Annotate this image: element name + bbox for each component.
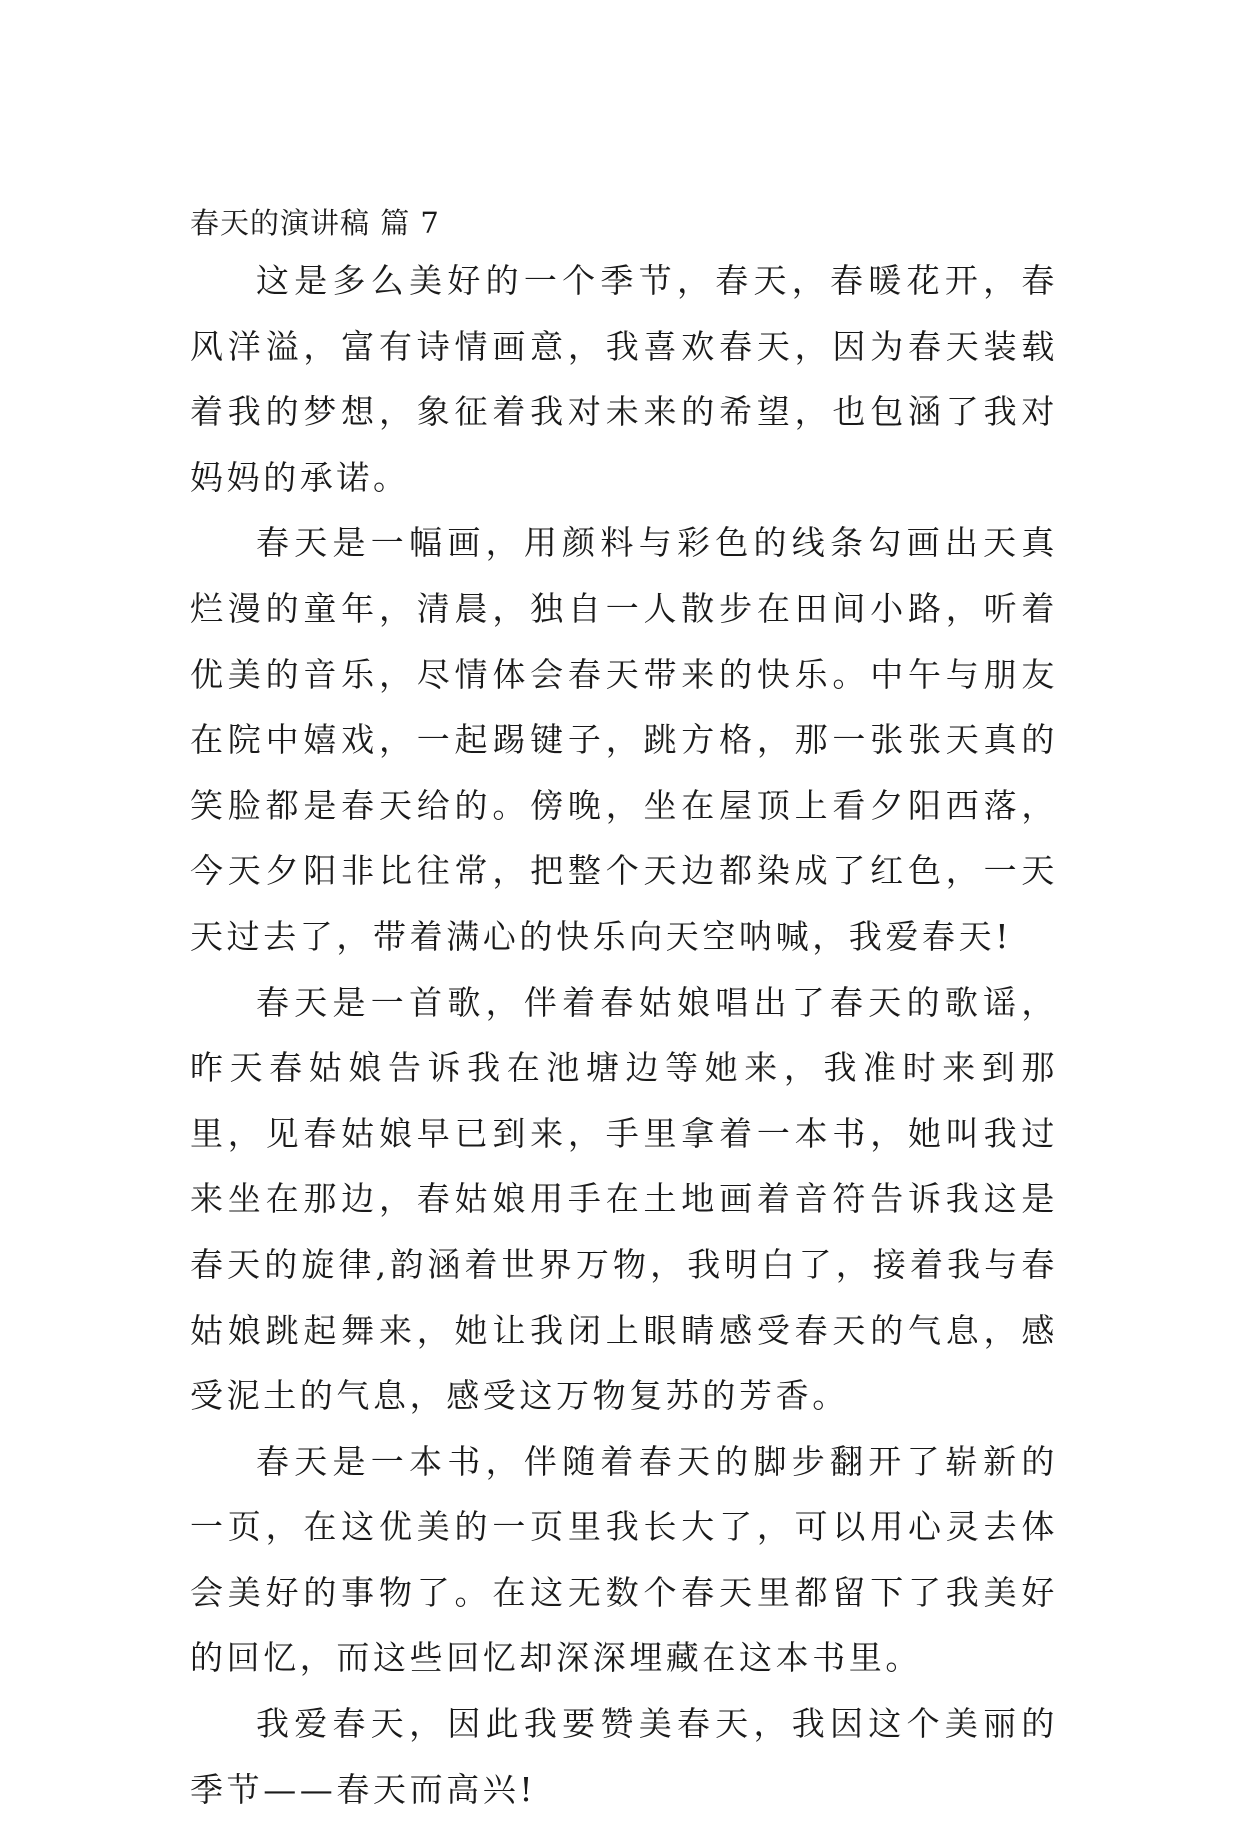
document-body [190,198,1058,1822]
paragraph-1: 这是多么美好的一个季节，春天，春暖花开，春风洋溢，富有诗情画意，我喜欢春天，因为春天装载着我的梦想，象征着我对未来的希望，也包涵了我对妈妈的承诺。 [190,261,1058,497]
paragraph-5: 我爱春天，因此我要赞美春天，我因这个美丽的季节——春天而高兴! [190,1704,1058,1809]
paragraph-2: 春天是一幅画，用颜料与彩色的线条勾画出天真烂漫的童年，清晨，独自一人散步在田间小路，听着优美的音乐，尽情体会春天带来的快乐。中午与朋友在院中嬉戏，一起踢键子，跳方格，那一张张天真的笑脸都是春天给的。傍晚，坐在屋顶上看夕阳西落，今天夕阳非比往常，把整个天边都染成了红色，一天天过去了，带着满心的快乐向天空呐喊，我爱春天! [190,523,1058,956]
document-title: 春天的演讲稿 篇 7 [190,206,440,240]
paragraph-4: 春天是一本书，伴随着春天的脚步翻开了崭新的一页，在这优美的一页里我长大了，可以用心灵去体会美好的事物了。在这无数个春天里都留下了我美好的回忆，而这些回忆却深深埋藏在这本书里。 [190,1441,1058,1678]
paragraph-3: 春天是一首歌，伴着春姑娘唱出了春天的歌谣，昨天春姑娘告诉我在池塘边等她来，我准时来到那里，见春姑娘早已到来，手里拿着一本书，她叫我过来坐在那边，春姑娘用手在土地画着音符告诉我这是春天的旋律,韵涵着世界万物，我明白了，接着我与春姑娘跳起舞来，她让我闭上眼睛感受春天的气息，感受泥土的气息，感受这万物复苏的芳香。 [190,982,1058,1416]
